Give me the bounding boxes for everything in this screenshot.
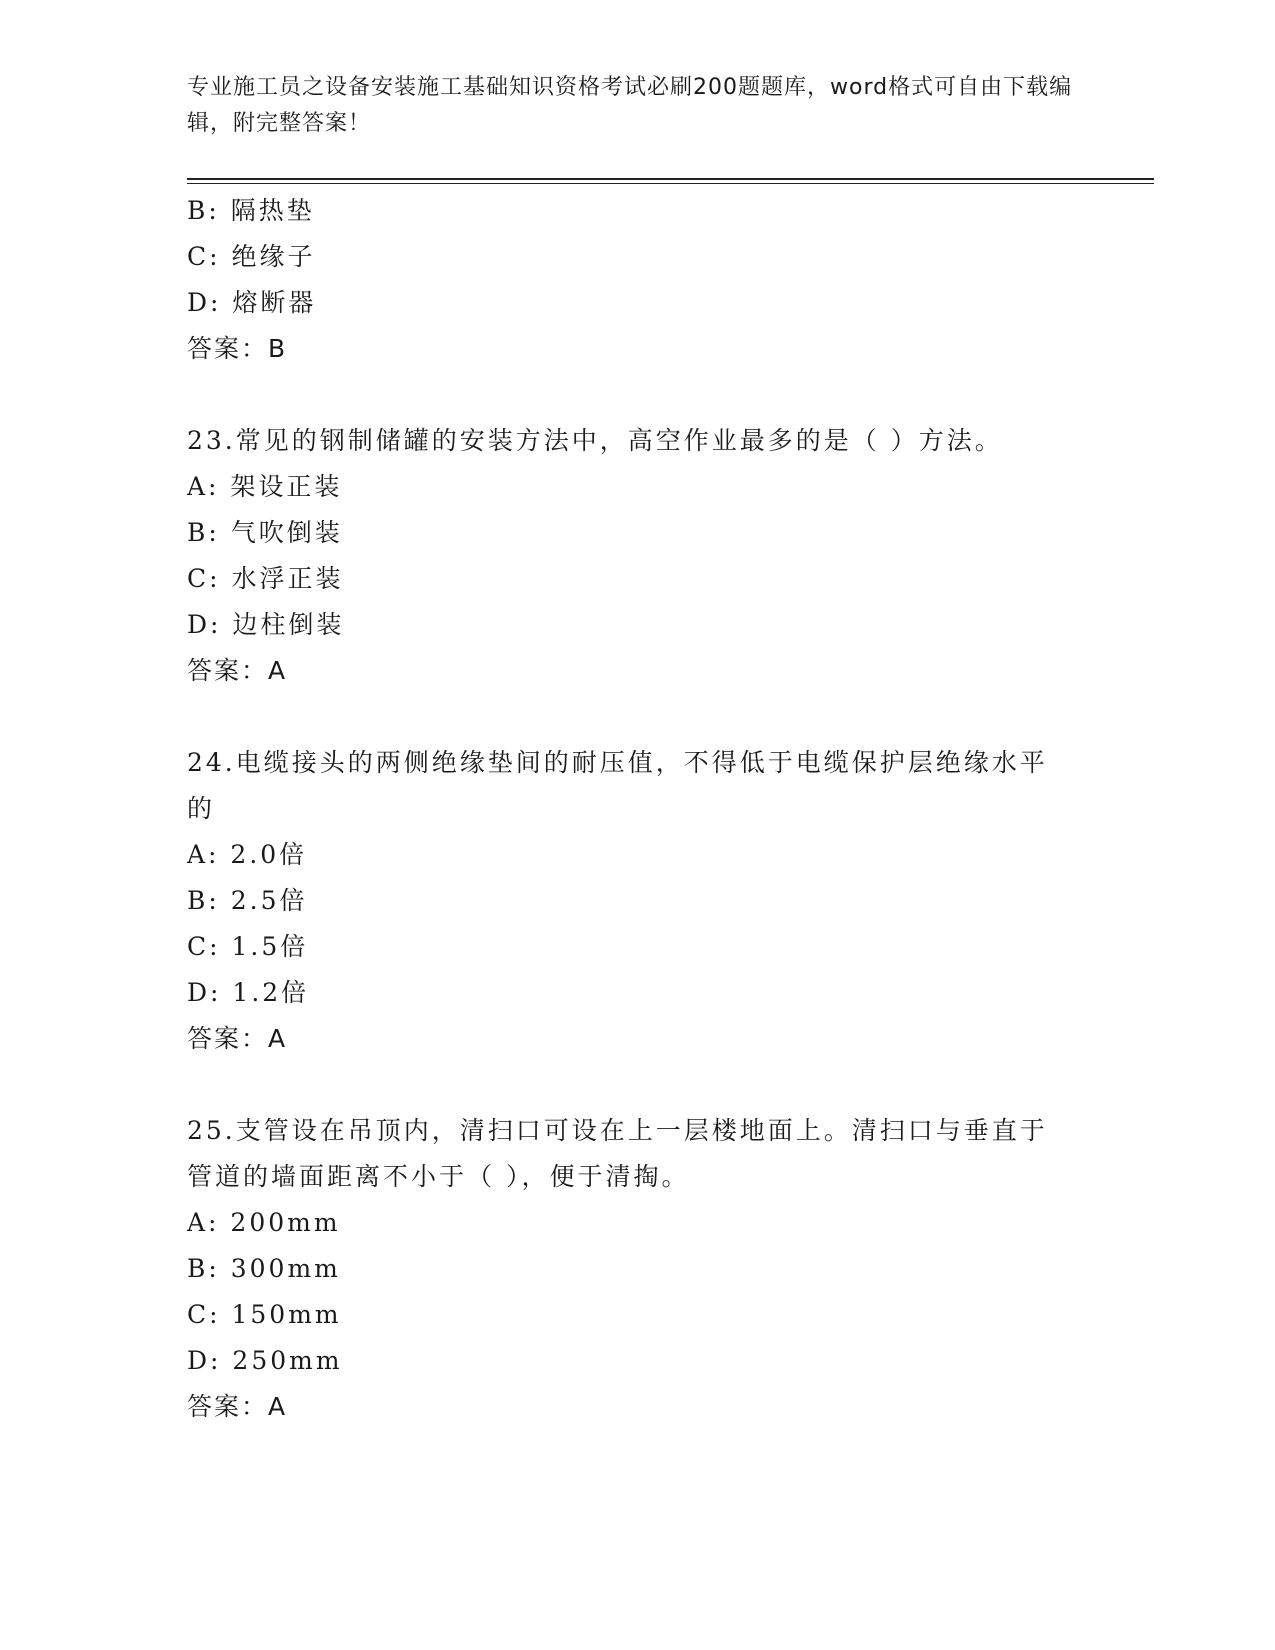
option-c: C: 水浮正装 [187,564,344,593]
question-list [187,188,1107,1430]
option-a: A: 200mm [187,1208,341,1237]
option-d: D: 边柱倒装 [187,610,345,639]
option-d: D: 250mm [187,1346,343,1375]
option-a: A: 架设正装 [187,472,343,501]
question-block-23 [187,418,1107,694]
question-text: 25.支管设在吊顶内，清扫口可设在上一层楼地面上。清扫口与垂直于管道的墙面距离不小于（ ），便于清掏。 [187,1116,1048,1191]
header-divider [187,178,1154,180]
option-d: D: 熔断器 [187,288,317,317]
option-b: B: 2.5倍 [187,886,308,915]
header-divider-thin [187,183,1154,184]
question-text: 23.常见的钢制储罐的安装方法中，高空作业最多的是（ ）方法。 [187,426,1003,455]
question-block-25 [187,1108,1107,1430]
answer-line: 答案：B [187,334,288,363]
option-d: D: 1.2倍 [187,978,310,1007]
option-b: B: 隔热垫 [187,196,315,225]
option-b: B: 300mm [187,1254,341,1283]
answer-line: 答案：A [187,1392,288,1421]
document-header: 专业施工员之设备安装施工基础知识资格考试必刷200题题库，word格式可自由下载编辑，附完整答案！ [187,75,1073,136]
option-c: C: 绝缘子 [187,242,316,271]
answer-line: 答案：A [187,1024,288,1053]
question-block-24 [187,740,1107,1062]
question-block-22 [187,188,1107,372]
option-c: C: 1.5倍 [187,932,309,961]
question-text: 24.电缆接头的两侧绝缘垫间的耐压值，不得低于电缆保护层绝缘水平的 [187,748,1048,823]
option-b: B: 气吹倒装 [187,518,343,547]
option-c: C: 150mm [187,1300,342,1329]
option-a: A: 2.0倍 [187,840,308,869]
answer-line: 答案：A [187,656,288,685]
